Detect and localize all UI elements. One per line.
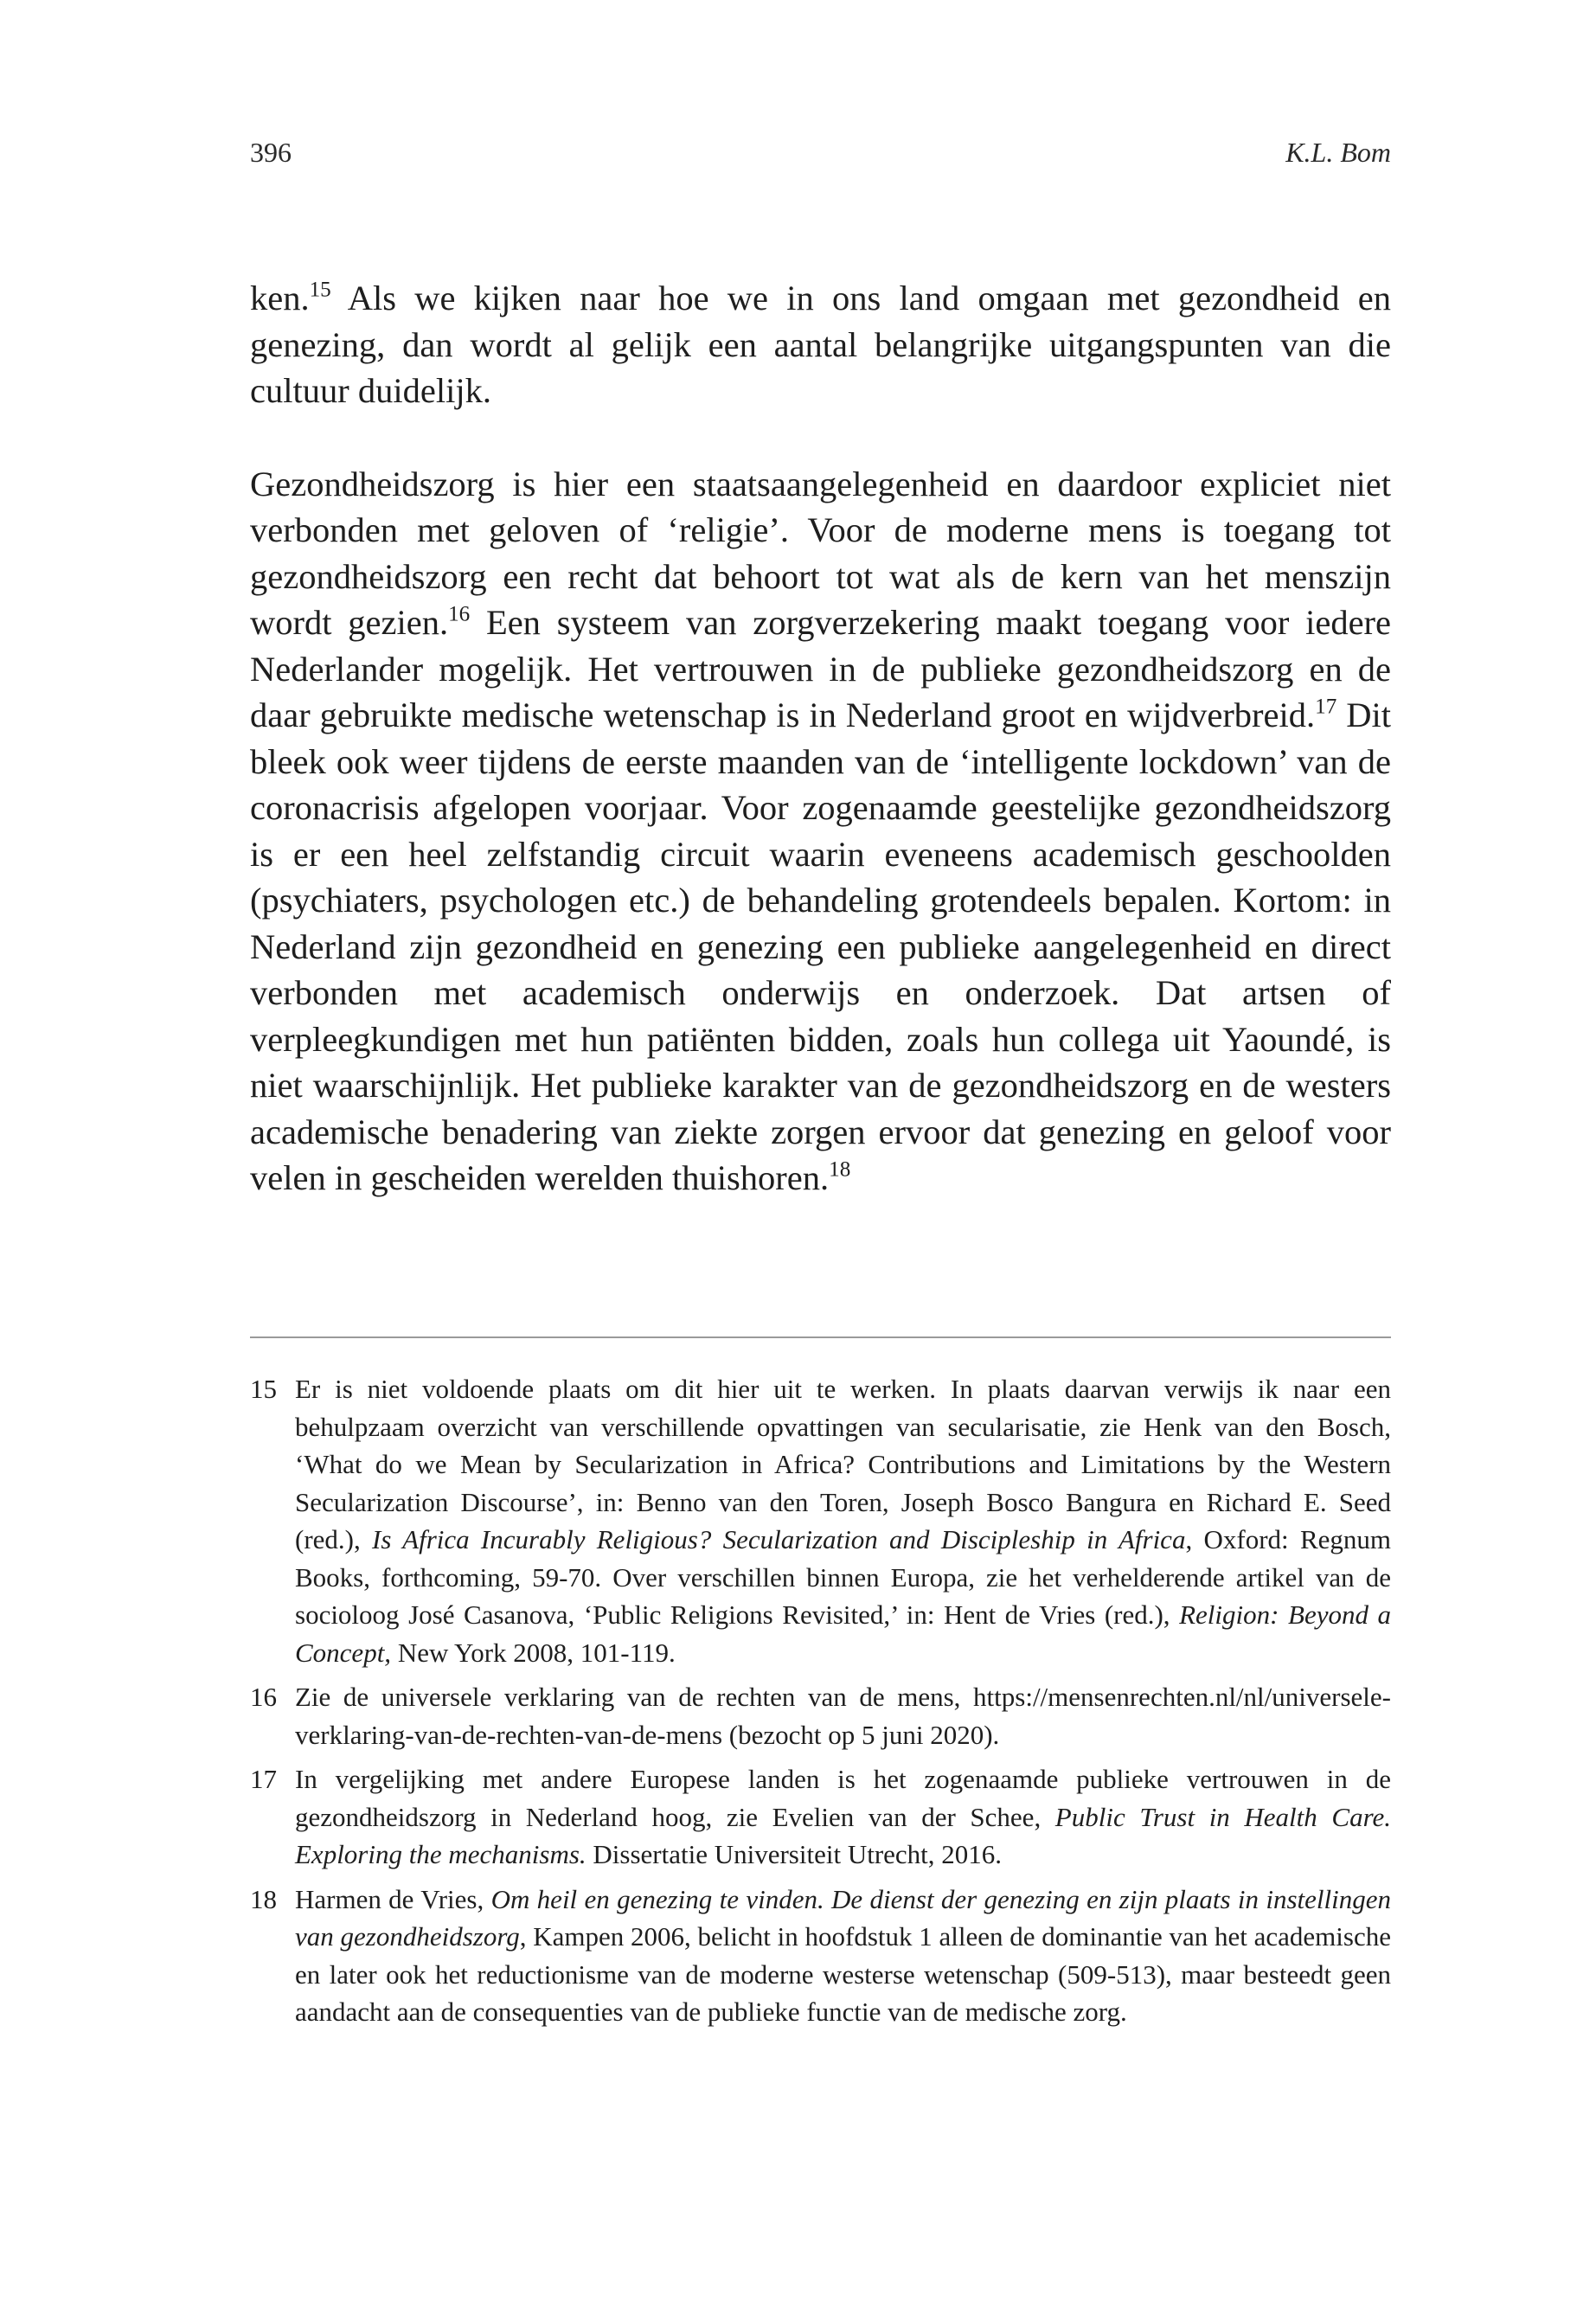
text-span: , Oxford: Regnum Books, forthcoming, 59-70. Over verschillen binnen Europa, zie het verhelderende artikel van de socioloog José Casanova, ‘Public Religions Revisited,’ in: Hent de Vries (red.),	[295, 1524, 1391, 1630]
text-span: Een systeem van zorgverzekering maakt toegang voor iedere Nederlander mogelijk. Het vertrouwen in de publieke gezondheidszorg en de daar gebruikte medische wetenschap is in Nederland groot en wijdverbreid.	[250, 603, 1392, 734]
footnote-text	[295, 1881, 1391, 2031]
text-span: Als we kijken naar hoe we in ons land omgaan met gezondheid en genezing, dan wordt al gelijk een aantal belangrijke uitgangspunten van die cultuur duidelijk.	[250, 279, 1391, 410]
main-text	[250, 275, 1391, 1202]
italic-title: Om heil en genezing te vinden. De dienst der genezing en zijn plaats in instellingen van gezondheidszorg	[295, 1883, 1392, 1952]
footnote-number: 18	[250, 1883, 277, 1914]
text-span: In vergelijking met andere Europese landen is het zogenaamde publieke vertrouwen in de gezondheidszorg in Nederland hoog, zie Evelien van der Schee,	[295, 1764, 1391, 1832]
text-span: ken.	[250, 279, 310, 317]
footnote-text	[295, 1370, 1391, 1671]
text-span: New York 2008, 101-119.	[391, 1637, 676, 1668]
text-span: Gezondheidszorg is hier een staatsaangelegenheid en daardoor expliciet niet verbonden met geloven of ‘religie’. Voor de moderne mens is toegang tot gezondheidszorg een recht dat behoort tot wat als de kern van het menszijn wordt gezien.	[250, 464, 1391, 642]
footnote-18	[250, 1881, 1391, 2031]
footnotes	[250, 1370, 1391, 2038]
footnote-separator	[250, 1336, 1391, 1338]
footnote-number: 15	[250, 1374, 277, 1404]
footnote-ref-15: 15	[309, 278, 331, 302]
footnote-ref-16: 16	[448, 602, 471, 626]
paragraph-2	[250, 461, 1391, 1202]
italic-title: Religion: Beyond a Concept,	[295, 1599, 1392, 1668]
italic-title: Is Africa Incurably Religious? Secularization and Discipleship in Africa	[372, 1524, 1186, 1554]
text-span: Harmen de Vries,	[295, 1883, 491, 1914]
running-head-author: K.L. Bom	[1285, 137, 1391, 168]
footnote-text: Zie de universele verklaring van de rechten van de mens, https://mensenrechten.nl/nl/universele-verklaring-van-de-rechten-van-de-mens (bezocht op 5 juni 2020).	[295, 1682, 1391, 1750]
footnote-text	[295, 1760, 1391, 1874]
text-span: , Kampen 2006, belicht in hoofdstuk 1 alleen de dominantie van het academische en later ook het reductionisme van de moderne westerse wetenschap (509-513), maar besteedt geen aandacht aan de consequenties van de publieke functie van de medische zorg.	[295, 1921, 1391, 2027]
footnote-number: 16	[250, 1682, 277, 1712]
footnote-ref-17: 17	[1315, 695, 1337, 719]
text-span: Er is niet voldoende plaats om dit hier uit te werken. In plaats daarvan verwijs ik naar een behulpzaam overzicht van verschillende opvattingen van secularisatie, zie Henk van den Bosch, ‘What do we Mean by Secularization in Africa? Contributions and Limitations by the Western Secularization Discourse’, in: Benno van den Toren, Joseph Bosco Bangura en Richard E. Seed (red.),	[295, 1374, 1391, 1554]
page-number: 396	[250, 137, 292, 168]
italic-title: Public Trust in Health Care. Exploring the mechanisms.	[295, 1801, 1391, 1869]
footnote-number: 17	[250, 1764, 277, 1794]
footnote-16	[250, 1678, 1391, 1753]
running-header	[250, 137, 1391, 169]
footnote-17	[250, 1760, 1391, 1874]
paragraph-1	[250, 275, 1391, 414]
footnote-ref-18: 18	[829, 1157, 851, 1182]
text-span: Dit bleek ook weer tijdens de eerste maanden van de ‘intelligente lockdown’ van de coronacrisis afgelopen voorjaar. Voor zogenaamde geestelijke gezondheidszorg is er een heel zelfstandig circuit waarin eveneens academisch geschoolden (psychiaters, psychologen etc.) de behandeling grotendeels bepalen. Kortom: in Nederland zijn gezondheid en genezing een publieke aangelegenheid en direct verbonden met academisch onderwijs en onderzoek. Dat artsen of verpleegkundigen met hun patiënten bidden, zoals hun collega uit Yaoundé, is niet waarschijnlijk. Het publieke karakter van de gezondheidszorg en de westers academische benadering van ziekte zorgen ervoor dat genezing en geloof voor velen in gescheiden werelden thuishoren.	[250, 695, 1391, 1197]
text-span: Dissertatie Universiteit Utrecht, 2016.	[586, 1839, 1003, 1869]
footnote-15	[250, 1370, 1391, 1671]
